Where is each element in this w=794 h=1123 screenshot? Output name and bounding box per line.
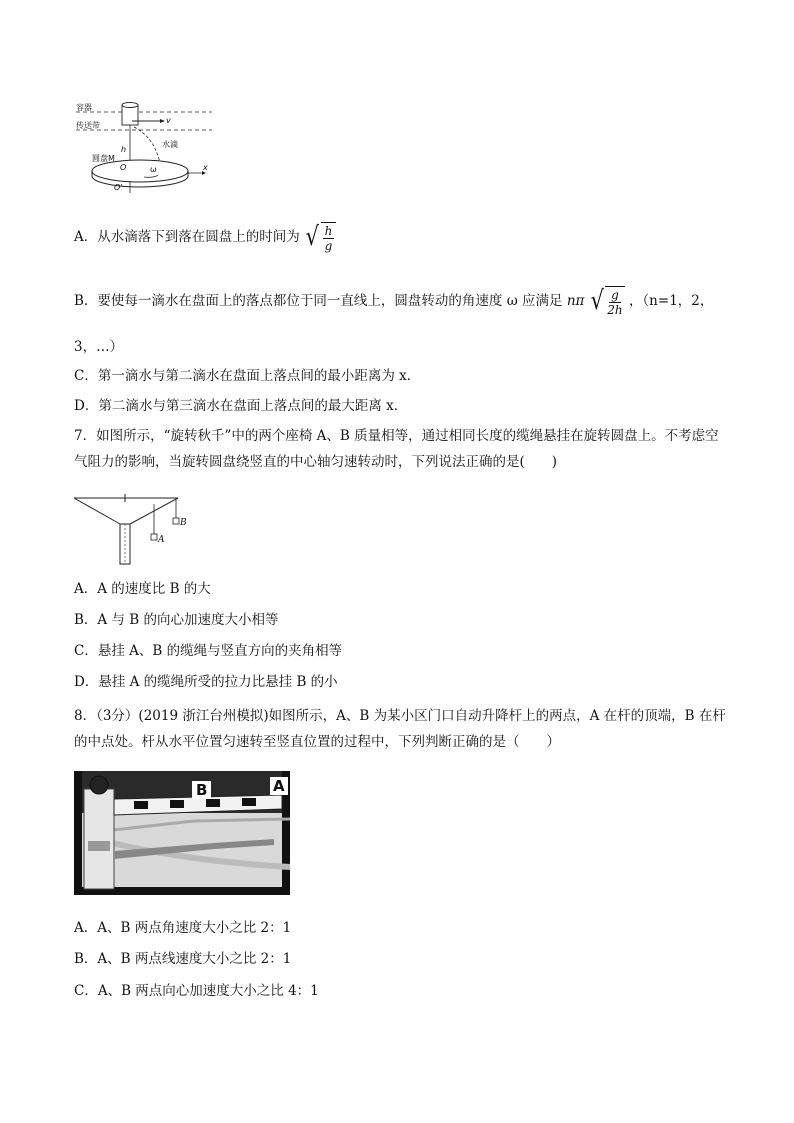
label-v: v: [166, 116, 171, 125]
q6-option-b-cont: 3，…）: [74, 339, 124, 355]
label-container: 容器: [76, 103, 92, 112]
q6-option-b: B．要使每一滴水在盘面上的落点都位于同一直线上，圆盘转动的角速度 ω 应满足 nπ √ $\frac{g}{2h}$ ，（n=1，2，: [74, 286, 714, 317]
q7-fig-label-a: A: [158, 535, 165, 545]
label-belt: 传送带: [76, 121, 100, 130]
q7-fig-label-b: B: [180, 518, 187, 528]
label-omega: ω: [150, 165, 157, 174]
label-o-prime: O': [114, 183, 123, 192]
sqrt-g-over-2h: √ $\frac{g}{2h}$: [590, 286, 623, 317]
q7-figure: [74, 494, 194, 568]
q7-stem: 7．如图所示，“旋转秋千”中的两个座椅 A、B 质量相等，通过相同长度的缆绳悬挂在旋转圆盘上。不考虑空气阻力的影响，当旋转圆盘绕竖直的中心轴匀速转动时，下列说法正确的是( ): [74, 428, 719, 470]
label-h: h: [121, 145, 127, 154]
q6-option-a: A．从水滴落下到落在圆盘上的时间为 √ $\frac{h}{g}$: [74, 222, 336, 253]
q7-option-d: D．悬挂 A 的缆绳所受的拉力比悬挂 B 的小: [74, 674, 338, 690]
q8-option-b: B．A、B 两点线速度大小之比 2：1: [74, 951, 292, 967]
q6-option-c: C．第一滴水与第二滴水在盘面上落点间的最小距离为 x．: [74, 368, 421, 384]
q7-option-a: A．A 的速度比 B 的大: [74, 581, 211, 597]
q8-photo-label-a: A: [270, 777, 288, 795]
q8-photo: [74, 771, 290, 895]
sqrt-h-over-g: √ $\frac{h}{g}$: [304, 222, 336, 253]
label-o: O: [120, 163, 127, 172]
q8-photo-label-b: B: [192, 781, 211, 799]
q6-figure: [74, 97, 214, 197]
q7-option-b: B．A 与 B 的向心加速度大小相等: [74, 612, 279, 628]
q8-option-a: A．A、B 两点角速度大小之比 2：1: [74, 920, 292, 936]
label-x: x: [203, 163, 208, 172]
q7-option-c: C．悬挂 A、B 的缆绳与竖直方向的夹角相等: [74, 643, 343, 659]
q8-stem: 8．（3分）(2019 浙江台州模拟)如图所示，A、B 为某小区门口自动升降杆上的两点，A 在杆的顶端，B 在杆的中点处。杆从水平位置匀速转至竖直位置的过程中，下列判断正确的是（ ）: [74, 708, 726, 750]
label-drop: 水滴: [162, 140, 178, 149]
label-disk: 圆盘M: [92, 154, 115, 163]
q8-option-c: C．A、B 两点向心加速度大小之比 4：1: [74, 983, 319, 999]
q6-option-d: D．第二滴水与第三滴水在盘面上落点间的最大距离 x．: [74, 398, 408, 414]
